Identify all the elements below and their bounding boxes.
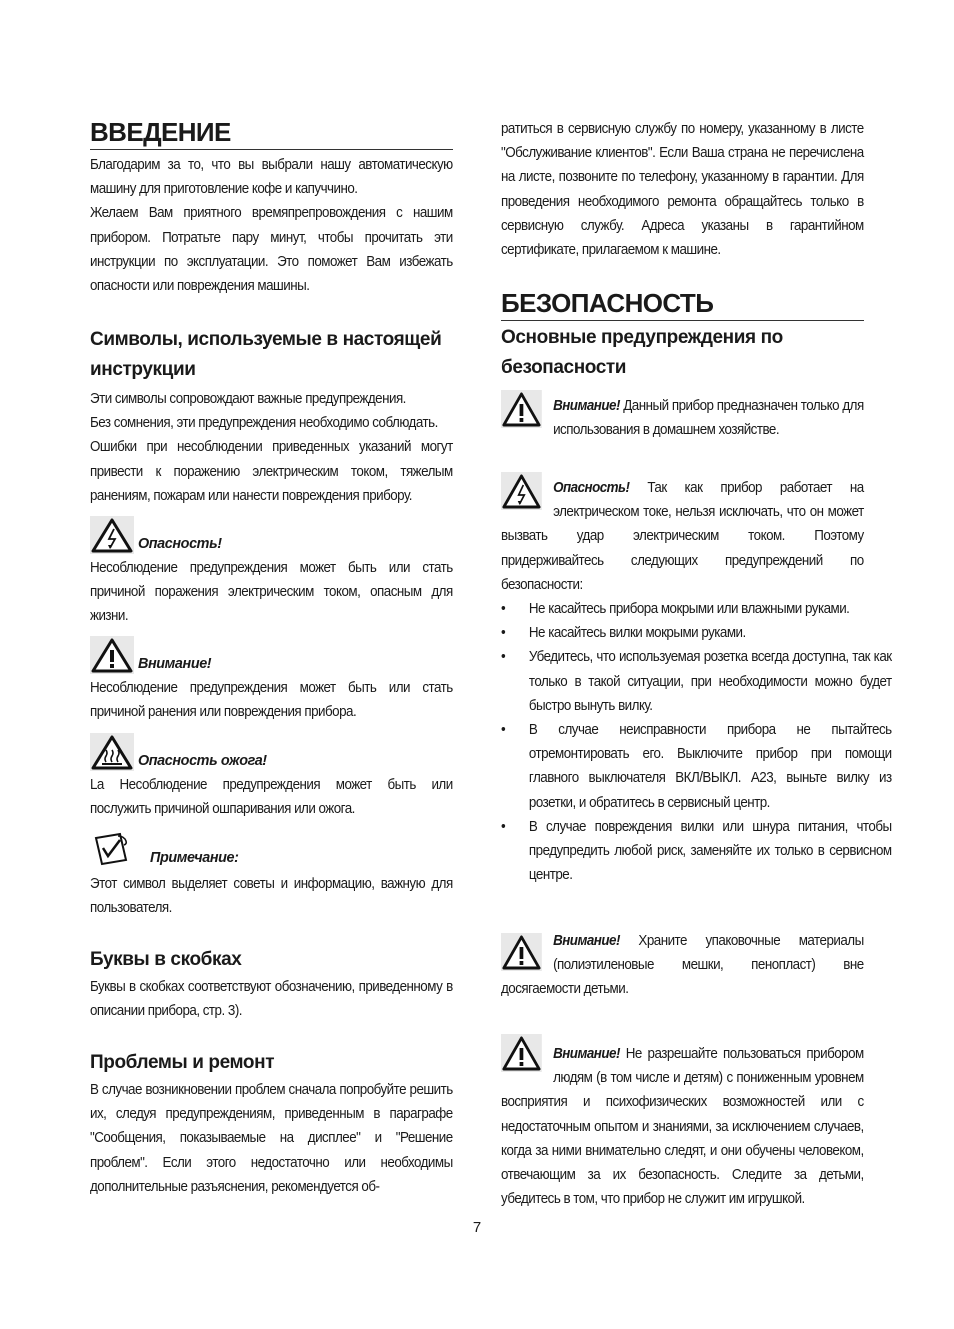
danger-label: Опасность!	[138, 536, 222, 552]
warning-1-text	[501, 394, 864, 442]
continued-text: ратиться в сервисную службу по номеру, указанному в листе "Обслуживание клиентов". Если Ваша страна не перечислена на листе, позвоните по телефону, указанному в гарантии. Для проведения необходимого ремонта обращайтесь только в сервисную службу. Адреса указаны в гарантийном сертификате, прилагаемом к машине.	[501, 121, 864, 259]
burn-text: La Несоблюдение предупреждения может быть или послужить причиной ошпаривания или ожога.	[90, 777, 453, 818]
warning-icon	[501, 1034, 542, 1072]
warning-icon	[501, 933, 542, 971]
warning-2-text	[501, 476, 864, 597]
note-block	[90, 830, 453, 920]
symbols-text-3: Ошибки при несоблюдении приведенных указаний могут привести к поражению электрическим током, тяжелым ранениям, пожарам или нанести повреждения прибору.	[90, 439, 453, 504]
intro-text: Благодарим за то, что вы выбрали нашу автоматическую машину для приготовление кофе и капуччино.	[90, 157, 453, 198]
warning-4-text	[501, 1042, 864, 1211]
attention-label: Внимание!	[138, 656, 212, 672]
intro-section	[90, 116, 453, 298]
symbols-text-1: Эти символы сопровождают важные предупреждения.	[90, 391, 406, 407]
list-item: • В случае неисправности прибора не пытайтесь отремонтировать его. Выключите прибор при помощи главного выключателя ВКЛ/ВЫКЛ. A23, выньте вилку из розетки, и обратитесь в сервисный центр.	[501, 722, 892, 811]
attention-block	[90, 636, 453, 724]
warning-4-label: Внимание!	[553, 1046, 620, 1062]
warning-2-body: Так как прибор работает на электрическом токе, нельзя исключать, что он может вызвать удар электрическим током. Поэтому придерживайтесь следующих предупреждений по безопасности:	[501, 480, 864, 593]
warning-block-4	[501, 1042, 864, 1211]
warning-3-text	[501, 929, 864, 1002]
electric-hazard-icon	[90, 516, 134, 554]
problems-section	[90, 1048, 453, 1199]
list-item: • Не касайтесь вилки мокрыми руками.	[501, 625, 746, 642]
symbols-title: Символы, используемые в настоящей инструкции	[90, 329, 442, 380]
warning-2-label: Опасность!	[553, 480, 630, 496]
symbols-section	[90, 325, 453, 508]
burn-label: Опасность ожога!	[138, 753, 267, 769]
letters-section	[90, 945, 453, 1023]
note-hand-icon	[90, 830, 134, 868]
warning-3-label: Внимание!	[553, 933, 620, 949]
list-item: • Убедитесь, что используемая розетка всегда доступна, так как только в такой ситуации, при необходимости можно будет быстро вынуть вилку.	[501, 649, 892, 714]
warning-1-body: Данный прибор предназначен только для использования в домашнем хозяйстве.	[553, 398, 864, 439]
list-item: • В случае повреждения вилки или шнура питания, чтобы предупредить любой риск, заменяйте их только в сервисном центре.	[501, 818, 892, 884]
danger-block	[90, 516, 453, 629]
warning-1-label: Внимание!	[553, 398, 620, 414]
warning-block-3	[501, 929, 864, 1002]
note-text: Этот символ выделяет советы и информацию, важную для пользователя.	[90, 876, 453, 917]
warning-icon	[90, 636, 134, 674]
safety-bullet-list	[501, 597, 892, 887]
warning-icon	[501, 390, 542, 428]
symbols-text-2: Без сомнения, эти предупреждения необходимо соблюдать.	[90, 415, 438, 432]
warning-block-2	[501, 476, 892, 887]
warning-4-body: Не разрешайте пользоваться прибором людям (в том числе и детям) с пониженным уровнем восприятия и психофизических возможностей или с недостаточным опытом и знаниями, за исключением случаев, когда за ними внимательно следят, и они обучены человеком, отвечающим за их безопасность. Следите за детьми, убедитесь в том, что прибор не служит им игрушкой.	[501, 1046, 864, 1208]
problems-title: Проблемы и ремонт	[90, 1052, 275, 1073]
attention-text: Несоблюдение предупреждения может быть или стать причиной ранения или повреждения прибора.	[90, 680, 453, 721]
warning-block-1	[501, 394, 864, 442]
safety-title: БЕЗОПАСНОСТЬ	[501, 287, 864, 321]
list-item: • Не касайтесь прибора мокрыми или влажными руками.	[501, 601, 850, 618]
page-number: 7	[472, 1219, 482, 1236]
electric-hazard-icon	[501, 472, 542, 510]
burn-block	[90, 733, 453, 821]
note-label: Примечание:	[150, 850, 239, 866]
safety-section	[501, 287, 864, 383]
basic-warnings-title: Основные предупреждения по безопасности	[501, 327, 783, 378]
intro-text-2: Желаем Вам приятного времяпрепровождения с нашим прибором. Потратьте пару минут, чтобы прочитать эти инструкции по эксплуатации. Это поможет Вам избежать опасности или повреждения машины.	[90, 205, 453, 295]
warning-3-body: Храните упаковочные материалы (полиэтиленовые мешки, пенопласт) вне досягаемости детьми.	[501, 933, 864, 998]
danger-text: Несоблюдение предупреждения может быть или стать причиной поражения электрическим током, опасным для жизни.	[90, 560, 453, 625]
intro-title: ВВЕДЕНИЕ	[90, 116, 453, 150]
problems-text: В случае возникновении проблем сначала попробуйте решить их, следуя предупреждениям, приведенным в параграфе "Сообщения, показываемые на дисплее" и "Решение проблем". Если этого недостаточно или необходимы дополнительные разъяснения, рекомендуется об-	[90, 1082, 453, 1195]
letters-text: Буквы в скобках соответствуют обозначению, приведенному в описании прибора, стр. 3).	[90, 979, 453, 1020]
letters-title: Буквы в скобках	[90, 949, 242, 970]
continued-text-block	[501, 117, 864, 262]
hot-surface-icon	[90, 733, 134, 771]
